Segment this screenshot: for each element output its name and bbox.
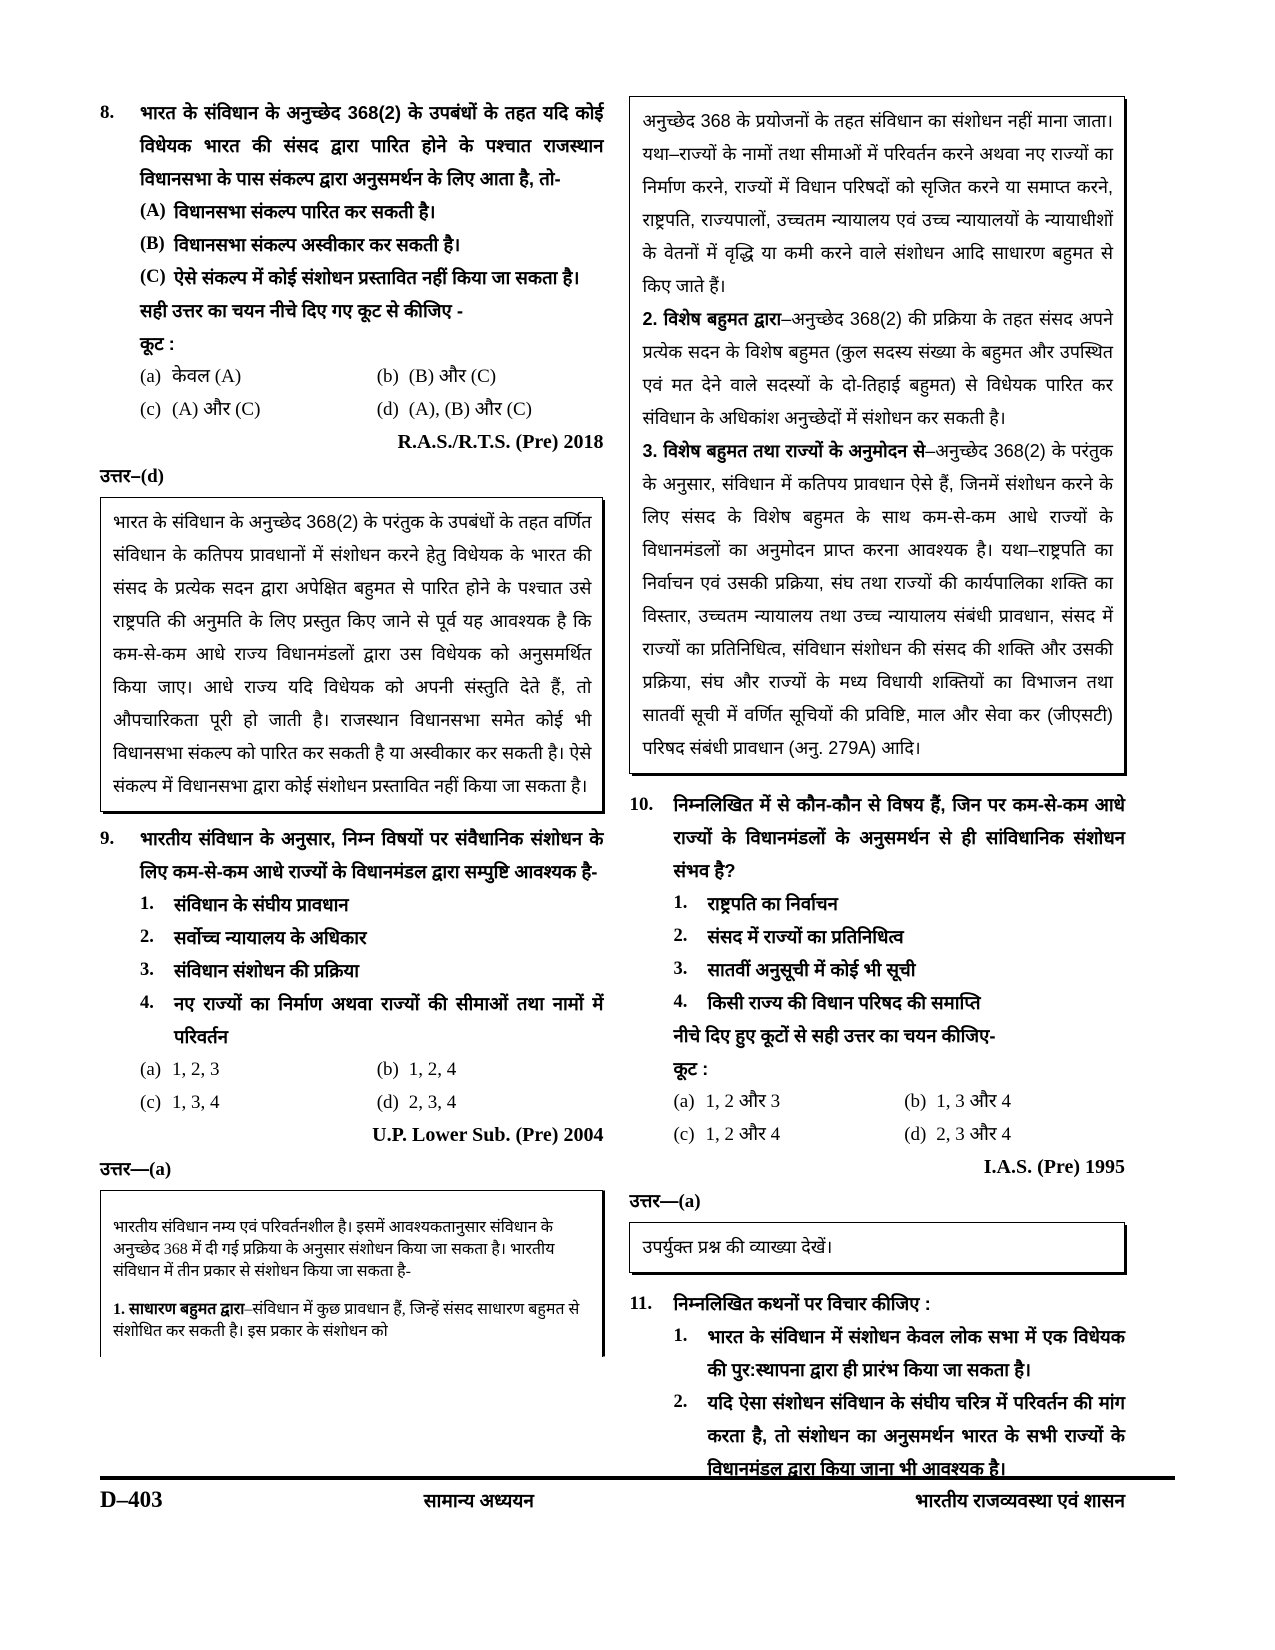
question-9-source: U.P. Lower Sub. (Pre) 2004 (372, 1124, 604, 1146)
answer-value: (a) (678, 1191, 701, 1212)
question-9-item-2 (140, 921, 603, 954)
choice-a-key: (a) (673, 1091, 695, 1112)
question-8-answer (100, 460, 603, 493)
choice-a[interactable] (140, 1053, 367, 1086)
item-3-text: संविधान संशोधन की प्रक्रिया (174, 960, 360, 981)
explanation-p2-rest: –संविधान में कुछ प्रावधान हैं, जिन्हें संसद साधारण बहुमत से संशोधित कर सकती है। इस प्रकार के संशोधन को (113, 1301, 580, 1340)
question-9-explanation-p2 (113, 1297, 591, 1341)
choice-c[interactable] (140, 1086, 367, 1119)
left-column (100, 96, 603, 1451)
question-11-item-1 (673, 1320, 1125, 1386)
choice-c-value: 1, 3, 4 (172, 1092, 220, 1113)
question-11-item-2 (673, 1386, 1125, 1485)
item-3-text: सातवीं अनुसूची में कोई भी सूची (707, 959, 916, 980)
question-10-explanation-text: उपर्युक्त प्रश्न की व्याख्या देखें। (642, 1237, 833, 1257)
answer-value: (d) (140, 466, 165, 487)
choice-b[interactable] (904, 1085, 1125, 1118)
item-4-number: 4. (673, 992, 688, 1012)
item-4-text: नए राज्यों का निर्माण अथवा राज्यों की सीमाओं तथा नामों में परिवर्तन (174, 993, 604, 1047)
answer-prefix: उत्तर— (629, 1190, 679, 1211)
item-1-text: राष्ट्रपति का निर्वाचन (707, 893, 838, 914)
choice-c-value: (A) और (C) (172, 399, 261, 420)
continued-explanation-p1: अनुच्छेद 368 के प्रयोजनों के तहत संविधान का संशोधन नहीं माना जाता। यथा–राज्यों के नामों तथा सीमाओं में परिवर्तन करने अथवा नए राज्यों का निर्माण करने, राज्यों में विधान परिषदों को सृजित करने या समाप्त करने, राष्ट्रपति, राज्यपालों, उच्चतम न्यायालय एवं उच्च न्यायालयों के न्यायाधीशों के वेतनों में वृद्धि या कमी करने वाले संशोधन आदि साधारण बहुमत से किए जाते हैं। (642, 111, 1113, 296)
choice-a-value: 1, 2, 3 (172, 1059, 220, 1080)
explanation-p2-bold: 2. विशेष बहुमत द्वारा (642, 309, 782, 329)
footer-page-code: D–403 (100, 1487, 163, 1512)
question-8-number: 8. (100, 102, 115, 123)
question-8-choices (140, 360, 603, 426)
item-2-text: यदि ऐसा संशोधन संविधान के संघीय चरित्र में परिवर्तन की मांग करता है, तो संशोधन का अनुसमर्थन भारत के सभी राज्यों के विधानमंडल द्वारा किया जाना भी आवश्यक है। (707, 1392, 1125, 1479)
question-8 (100, 96, 603, 458)
question-8-body (140, 96, 603, 458)
choice-a-key: (a) (140, 1059, 162, 1080)
question-8-stem: भारत के संविधान के अनुच्छेद 368(2) के उपबंधों के तहत यदि कोई विधेयक भारत की संसद द्वारा पारित होने के पश्चात राजस्थान विधानसभा के पास संकल्प द्वारा अनुसमर्थन के लिए आता है, तो- (140, 102, 604, 189)
statement-a-label: (A) (140, 201, 166, 221)
statement-b-label: (B) (140, 234, 165, 254)
choice-d-value: 2, 3 और 4 (936, 1124, 1011, 1145)
footer-subject: सामान्य अध्ययन (423, 1491, 534, 1512)
item-1-text: भारत के संविधान में संशोधन केवल लोक सभा में एक विधेयक की पुर:स्थापना द्वारा ही प्रारंभ किया जा सकता है। (707, 1326, 1125, 1380)
question-10-explanation-box (629, 1222, 1125, 1273)
answer-value: (a) (149, 1159, 172, 1180)
question-11-stem: निम्नलिखित कथनों पर विचार कीजिए : (673, 1293, 931, 1314)
choice-a-key: (a) (140, 366, 162, 387)
continued-explanation-p2 (642, 303, 1113, 435)
question-9-item-1 (140, 888, 603, 921)
item-1-number: 1. (673, 893, 688, 913)
choice-c-key: (c) (140, 399, 162, 420)
choice-d[interactable] (377, 393, 604, 426)
question-11-number: 11. (629, 1293, 653, 1314)
question-10-item-1 (673, 887, 1125, 920)
question-8-instruction: सही उत्तर का चयन नीचे दिए गए कूट से कीजिए - (140, 300, 463, 321)
choice-b-value: (B) और (C) (408, 366, 497, 387)
item-2-number: 2. (673, 1392, 688, 1412)
choice-b-key: (b) (376, 1059, 399, 1080)
question-10-source: I.A.S. (Pre) 1995 (983, 1156, 1125, 1178)
statement-c-text: ऐसे संकल्प में कोई संशोधन प्रस्तावित नहीं किया जा सकता है। (174, 267, 580, 288)
choice-d-value: (A), (B) और (C) (408, 399, 532, 420)
question-8-source: R.A.S./R.T.S. (Pre) 2018 (397, 431, 604, 453)
item-4-text: किसी राज्य की विधान परिषद की समाप्ति (707, 992, 981, 1013)
question-10-body (673, 788, 1125, 1183)
choice-c[interactable] (140, 393, 367, 426)
item-3-number: 3. (673, 959, 688, 979)
answer-prefix: उत्तर— (100, 1158, 149, 1179)
choice-d-value: 2, 3, 4 (408, 1092, 457, 1113)
question-9-body (140, 822, 603, 1151)
question-8-statement-a (140, 195, 603, 228)
choice-b-value: 1, 3 और 4 (936, 1091, 1011, 1112)
choice-c[interactable] (673, 1118, 894, 1151)
item-3-number: 3. (140, 960, 154, 980)
question-9-choices (140, 1053, 603, 1119)
right-column (629, 96, 1125, 1479)
item-1-text: संविधान के संघीय प्रावधान (174, 894, 349, 915)
choice-b[interactable] (377, 1053, 604, 1086)
choice-d-key: (d) (376, 1092, 399, 1113)
question-11 (629, 1287, 1125, 1485)
explanation-p3-bold: 3. विशेष बहुमत तथा राज्यों के अनुमोदन से (642, 441, 926, 461)
explanation-p2-rest: –अनुच्छेद 368(2) की प्रक्रिया के तहत संसद अपने प्रत्येक सदन के विशेष बहुमत (कुल सदस्य संख्या के बहुमत और उपस्थित एवं मत देने वाले सदस्यों के दो-तिहाई बहुमत) से विधेयक पारित कर संविधान के अधिकांश अनुच्छेदों में संशोधन कर सकती है। (642, 309, 1113, 428)
question-9-number: 9. (100, 828, 115, 849)
question-8-statement-c (140, 261, 603, 294)
question-9-item-3 (140, 954, 603, 987)
continued-explanation-p3 (642, 435, 1113, 765)
question-10 (629, 788, 1125, 1183)
two-column-content (100, 96, 1125, 1479)
answer-prefix: उत्तर– (100, 465, 141, 486)
choice-d-key: (d) (904, 1124, 927, 1145)
page-footer (100, 1487, 1125, 1513)
statement-b-text: विधानसभा संकल्प अस्वीकार कर सकती है। (174, 234, 461, 255)
question-10-item-4 (673, 986, 1125, 1019)
choice-c-key: (c) (673, 1124, 695, 1145)
statement-c-label: (C) (140, 267, 166, 287)
choice-a[interactable] (140, 360, 367, 393)
choice-b[interactable] (377, 360, 604, 393)
item-2-number: 2. (673, 926, 688, 946)
choice-c-key: (c) (140, 1092, 162, 1113)
question-10-stem: निम्नलिखित में से कौन-कौन से विषय हैं, जिन पर कम-से-कम आधे राज्यों के विधानमंडलों के अनुसमर्थन से ही सांविधानिक संशोधन संभव है? (673, 794, 1125, 881)
question-9-explanation-p1: भारतीय संविधान नम्य एवं परिवर्तनशील है। इसमें आवश्यकतानुसार संविधान के अनुच्छेद 368 में दी गई प्रक्रिया के अनुसार संशोधन किया जा सकता है। भारतीय संविधान में तीन प्रकार से संशोधन किया जा सकता है- (113, 1219, 555, 1280)
question-9-explanation-box (100, 1190, 603, 1357)
question-10-instruction: नीचे दिए हुए कूटों से सही उत्तर का चयन कीजिए- (673, 1025, 996, 1046)
question-10-answer (629, 1185, 1125, 1218)
footer-topic: भारतीय राजव्यवस्था एवं शासन (915, 1491, 1125, 1512)
choice-d[interactable] (377, 1086, 604, 1119)
choice-a-value: 1, 2 और 3 (705, 1091, 781, 1112)
choice-c-value: 1, 2 और 4 (705, 1124, 781, 1145)
statement-a-text: विधानसभा संकल्प पारित कर सकती है। (174, 201, 436, 222)
question-8-explanation-box (100, 497, 603, 812)
choice-a-value: केवल (A) (172, 366, 242, 387)
footer-divider (100, 1476, 1175, 1480)
question-8-code-label: कूट : (140, 333, 175, 354)
choice-b-key: (b) (904, 1091, 927, 1112)
choice-b-value: 1, 2, 4 (408, 1059, 457, 1080)
continued-explanation-box (629, 96, 1125, 774)
choice-b-key: (b) (376, 366, 399, 387)
question-9-answer (100, 1153, 603, 1186)
item-1-number: 1. (140, 894, 154, 914)
choice-d[interactable] (904, 1118, 1125, 1151)
item-1-number: 1. (673, 1326, 688, 1346)
question-8-statement-b (140, 228, 603, 261)
item-2-text: सर्वोच्च न्यायालय के अधिकार (174, 927, 367, 948)
question-8-explanation-text: भारत के संविधान के अनुच्छेद 368(2) के परंतुक के उपबंधों के तहत वर्णित संविधान के कतिपय प्रावधानों में संशोधन करने हेतु विधेयक के भारत की संसद के प्रत्येक सदन द्वारा अपेक्षित बहुमत से पारित होने के पश्चात उसे राष्ट्रपति की अनुमति के लिए प्रस्तुत किए जाने से पूर्व यह आवश्यक है कि कम-से-कम आधे राज्य विधानमंडलों द्वारा उस विधेयक को अनुसमर्थित किया जाए। आधे राज्य यदि विधेयक को अपनी संस्तुति देते हैं, तो औपचारिकता पूरी हो जाती है। राजस्थान विधानसभा समेत कोई भी विधानसभा संकल्प को पारित कर सकती है या अस्वीकार कर सकती है। ऐसे संकल्प में विधानसभा द्वारा कोई संशोधन प्रस्तावित नहीं किया जा सकता है। (113, 512, 592, 796)
choice-a[interactable] (673, 1085, 894, 1118)
question-10-code-label: कूट : (673, 1058, 709, 1079)
question-10-number: 10. (629, 794, 654, 815)
item-2-number: 2. (140, 927, 154, 947)
explanation-p2-bold: 1. साधारण बहुमत द्वारा (113, 1301, 245, 1318)
question-10-item-3 (673, 953, 1125, 986)
choice-d-key: (d) (376, 399, 399, 420)
item-4-number: 4. (140, 993, 154, 1013)
question-10-choices (673, 1085, 1125, 1151)
question-9-stem: भारतीय संविधान के अनुसार, निम्न विषयों पर संवैधानिक संशोधन के लिए कम-से-कम आधे राज्यों के विधानमंडल द्वारा सम्पुष्टि आवश्यक है- (140, 828, 604, 882)
question-9 (100, 822, 603, 1151)
item-2-text: संसद में राज्यों का प्रतिनिधित्व (707, 926, 904, 947)
question-9-item-4 (140, 987, 603, 1053)
question-10-item-2 (673, 920, 1125, 953)
question-11-body (673, 1287, 1125, 1485)
explanation-p3-rest: –अनुच्छेद 368(2) के परंतुक के अनुसार, संविधान में कतिपय प्रावधान ऐसे हैं, जिनमें संशोधन करने के लिए संसद के विशेष बहुमत के साथ कम-से-कम आधे राज्यों के विधानमंडलों का अनुमोदन प्राप्त करना आवश्यक है। यथा–राष्ट्रपति का निर्वाचन एवं उसकी प्रक्रिया, संघ तथा राज्यों की कार्यपालिका शक्ति का विस्तार, उच्चतम न्यायालय तथा उच्च न्यायालय संबंधी प्रावधान, संसद में राज्यों का प्रतिनिधित्व, संविधान संशोधन की संसद की शक्ति और उसकी प्रक्रिया, संघ और राज्यों के मध्य विधायी शक्तियों का विभाजन तथा सातवीं सूची में वर्णित सूचियों की प्रविष्टि, माल और सेवा कर (जीएसटी) परिषद संबंधी प्रावधान (अनु. 279A) आदि। (642, 441, 1113, 758)
